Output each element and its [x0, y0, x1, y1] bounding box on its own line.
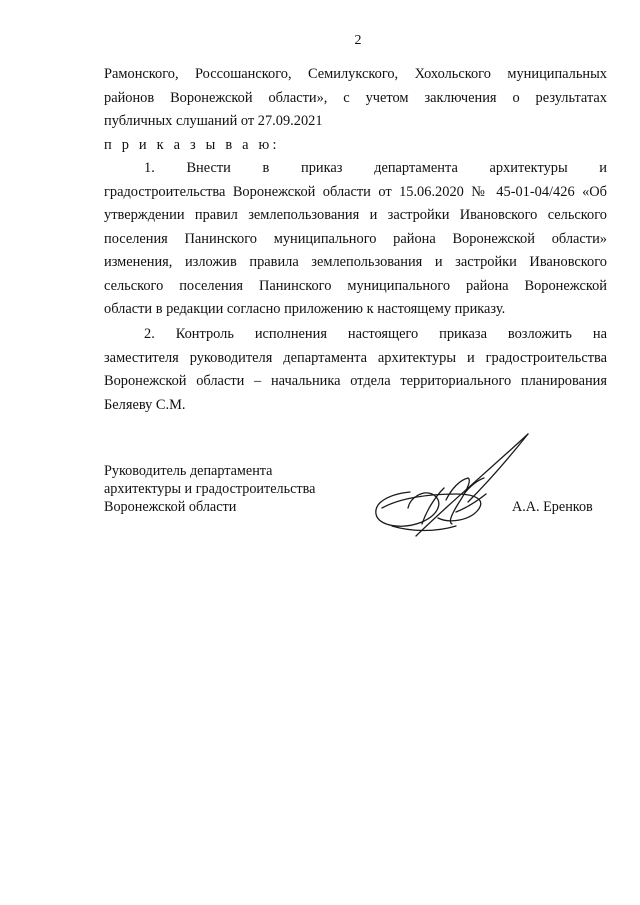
- item-line: Воронежской области – начальника отдела территориального планирования: [104, 373, 607, 389]
- item-line: градостроительства Воронежской области от 15.06.2020 № 45-01-04/426 «Об: [104, 183, 607, 200]
- item-line: заместителя руководителя департамента архитектуры и градостроительства: [104, 349, 607, 366]
- order-word-block: [104, 134, 607, 158]
- item-line: области в редакции согласно приложению к настоящему приказу.: [104, 301, 506, 317]
- handwritten-signature-icon: [352, 428, 542, 548]
- intro-line: районов Воронежской области», с учетом заключения о результатах: [104, 89, 607, 106]
- signer-position-line: Воронежской области: [104, 499, 237, 515]
- order-item-2: [104, 323, 607, 417]
- intro-line: публичных слушаний от 27.09.2021: [104, 113, 323, 129]
- order-item-1: [104, 157, 607, 322]
- signer-position: [104, 462, 344, 516]
- item-line: поселения Панинского муниципального района Воронежской области»: [104, 230, 607, 247]
- item-line: изменения, изложив правила землепользования и застройки Ивановского: [104, 254, 607, 270]
- item-line: утверждении правил землепользования и застройки Ивановского сельского: [104, 207, 607, 223]
- signer-position-line: Руководитель департамента: [104, 463, 273, 479]
- intro-paragraph: [104, 63, 607, 134]
- item-line: Беляеву С.М.: [104, 396, 186, 413]
- item-line: 1. Внести в приказ департамента архитектуры и: [144, 160, 607, 176]
- page-number: 2: [354, 33, 362, 48]
- item-line: 2. Контроль исполнения настоящего приказа возложить на: [144, 326, 607, 342]
- signer-name: А.А. Еренков: [512, 499, 593, 515]
- signer-position-line: архитектуры и градостроительства: [104, 481, 316, 497]
- item-line: сельского поселения Панинского муниципального района Воронежской: [104, 277, 607, 294]
- order-word: п р и к а з ы в а ю:: [104, 137, 280, 153]
- intro-line: Рамонского, Россошанского, Семилукского, Хохольского муниципальных: [104, 66, 607, 82]
